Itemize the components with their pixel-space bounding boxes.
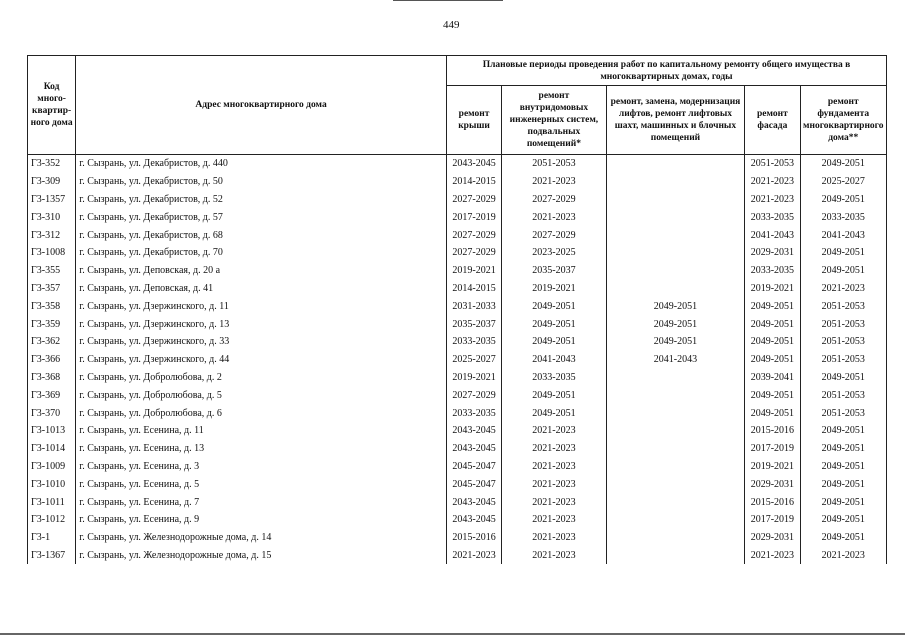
cell-engineering: 2021-2023 — [502, 422, 606, 440]
cell-engineering: 2023-2025 — [502, 244, 606, 262]
cell-roof: 2043-2045 — [446, 155, 501, 173]
cell-code: Г3-357 — [28, 280, 76, 298]
table-row — [28, 475, 887, 493]
cell-address: г. Сызрань, ул. Есенина, д. 5 — [76, 475, 447, 493]
cell-address: г. Сызрань, ул. Декабристов, д. 50 — [76, 173, 447, 191]
cell-code: Г3-1009 — [28, 458, 76, 476]
cell-engineering: 2051-2053 — [502, 155, 606, 173]
cell-address: г. Сызрань, ул. Деповская, д. 20 а — [76, 262, 447, 280]
cell-foundation: 2049-2051 — [800, 511, 886, 529]
cell-roof: 2019-2021 — [446, 369, 501, 387]
cell-address: г. Сызрань, ул. Железнодорожные дома, д. 14 — [76, 529, 447, 547]
table-row — [28, 458, 887, 476]
cell-roof: 2027-2029 — [446, 244, 501, 262]
cell-code: Г3-1 — [28, 529, 76, 547]
table-row — [28, 155, 887, 173]
cell-lifts — [606, 422, 745, 440]
cell-roof: 2025-2027 — [446, 351, 501, 369]
cell-engineering: 2035-2037 — [502, 262, 606, 280]
cell-foundation: 2049-2051 — [800, 440, 886, 458]
cell-address: г. Сызрань, ул. Декабристов, д. 68 — [76, 226, 447, 244]
cell-facade: 2029-2031 — [745, 529, 800, 547]
cell-lifts — [606, 280, 745, 298]
header-roof: ремонт крыши — [446, 86, 501, 155]
cell-address: г. Сызрань, ул. Есенина, д. 11 — [76, 422, 447, 440]
capital-repair-table — [27, 55, 887, 564]
cell-foundation: 2051-2053 — [800, 333, 886, 351]
cell-foundation: 2041-2043 — [800, 226, 886, 244]
cell-address: г. Сызрань, ул. Дзержинского, д. 44 — [76, 351, 447, 369]
cell-foundation: 2051-2053 — [800, 386, 886, 404]
cell-lifts — [606, 173, 745, 191]
cell-foundation: 2049-2051 — [800, 369, 886, 387]
cell-roof: 2015-2016 — [446, 529, 501, 547]
table-row — [28, 547, 887, 565]
header-lifts: ремонт, замена, модернизация лифтов, ремонт лифтовых шахт, машинных и блочных помещений — [606, 86, 745, 155]
cell-lifts: 2041-2043 — [606, 351, 745, 369]
page-number: 449 — [443, 19, 460, 31]
cell-facade: 2033-2035 — [745, 208, 800, 226]
table-row — [28, 333, 887, 351]
cell-facade: 2051-2053 — [745, 155, 800, 173]
cell-foundation: 2049-2051 — [800, 244, 886, 262]
cell-facade: 2049-2051 — [745, 404, 800, 422]
cell-address: г. Сызрань, ул. Есенина, д. 3 — [76, 458, 447, 476]
table-row — [28, 262, 887, 280]
table-body — [28, 155, 887, 565]
cell-facade: 2039-2041 — [745, 369, 800, 387]
cell-lifts — [606, 511, 745, 529]
cell-roof: 2043-2045 — [446, 422, 501, 440]
cell-lifts — [606, 440, 745, 458]
cell-address: г. Сызрань, ул. Дзержинского, д. 13 — [76, 315, 447, 333]
cell-engineering: 2049-2051 — [502, 404, 606, 422]
cell-roof: 2027-2029 — [446, 191, 501, 209]
cell-code: Г3-1010 — [28, 475, 76, 493]
cell-engineering: 2021-2023 — [502, 511, 606, 529]
cell-roof: 2027-2029 — [446, 226, 501, 244]
cell-lifts — [606, 208, 745, 226]
cell-facade: 2049-2051 — [745, 333, 800, 351]
cell-facade: 2049-2051 — [745, 297, 800, 315]
cell-address: г. Сызрань, ул. Есенина, д. 9 — [76, 511, 447, 529]
cell-engineering: 2041-2043 — [502, 351, 606, 369]
cell-code: Г3-310 — [28, 208, 76, 226]
cell-foundation: 2049-2051 — [800, 155, 886, 173]
cell-foundation: 2049-2051 — [800, 529, 886, 547]
cell-engineering: 2021-2023 — [502, 529, 606, 547]
cell-lifts — [606, 458, 745, 476]
cell-lifts — [606, 244, 745, 262]
cell-facade: 2017-2019 — [745, 440, 800, 458]
cell-lifts — [606, 191, 745, 209]
table-row — [28, 386, 887, 404]
cell-engineering: 2019-2021 — [502, 280, 606, 298]
cell-code: Г3-368 — [28, 369, 76, 387]
cell-roof: 2031-2033 — [446, 297, 501, 315]
cell-code: Г3-366 — [28, 351, 76, 369]
cell-code: Г3-1013 — [28, 422, 76, 440]
cell-facade: 2021-2023 — [745, 191, 800, 209]
table-row — [28, 511, 887, 529]
table-row — [28, 422, 887, 440]
table-row — [28, 208, 887, 226]
cell-facade: 2019-2021 — [745, 280, 800, 298]
cell-foundation: 2049-2051 — [800, 262, 886, 280]
cell-address: г. Сызрань, ул. Деповская, д. 41 — [76, 280, 447, 298]
cell-code: Г3-362 — [28, 333, 76, 351]
cell-code: Г3-358 — [28, 297, 76, 315]
cell-code: Г3-352 — [28, 155, 76, 173]
table-row — [28, 493, 887, 511]
cell-lifts — [606, 475, 745, 493]
header-code: Код много-квартир-ного дома — [28, 56, 76, 155]
cell-engineering: 2027-2029 — [502, 191, 606, 209]
cell-foundation: 2025-2027 — [800, 173, 886, 191]
cell-address: г. Сызрань, ул. Декабристов, д. 440 — [76, 155, 447, 173]
table-row — [28, 280, 887, 298]
cell-lifts — [606, 386, 745, 404]
cell-roof: 2043-2045 — [446, 440, 501, 458]
cell-facade: 2029-2031 — [745, 244, 800, 262]
table-row — [28, 529, 887, 547]
header-planned-periods: Плановые периоды проведения работ по капитальному ремонту общего имущества в многоквартирных домах, годы — [446, 56, 886, 86]
cell-roof: 2019-2021 — [446, 262, 501, 280]
cell-foundation: 2021-2023 — [800, 280, 886, 298]
header-engineering: ремонт внутридомовых инженерных систем, подвальных помещений* — [502, 86, 606, 155]
cell-roof: 2045-2047 — [446, 475, 501, 493]
cell-lifts — [606, 226, 745, 244]
cell-facade: 2017-2019 — [745, 511, 800, 529]
table-row — [28, 297, 887, 315]
cell-facade: 2049-2051 — [745, 315, 800, 333]
cell-engineering: 2027-2029 — [502, 226, 606, 244]
top-rule — [393, 0, 503, 1]
cell-code: Г3-1367 — [28, 547, 76, 565]
cell-engineering: 2021-2023 — [502, 547, 606, 565]
cell-engineering: 2021-2023 — [502, 475, 606, 493]
cell-address: г. Сызрань, ул. Железнодорожные дома, д. 15 — [76, 547, 447, 565]
cell-lifts: 2049-2051 — [606, 297, 745, 315]
cell-engineering: 2021-2023 — [502, 440, 606, 458]
cell-lifts — [606, 493, 745, 511]
cell-engineering: 2033-2035 — [502, 369, 606, 387]
cell-foundation: 2051-2053 — [800, 315, 886, 333]
cell-roof: 2017-2019 — [446, 208, 501, 226]
cell-code: Г3-309 — [28, 173, 76, 191]
cell-address: г. Сызрань, ул. Добролюбова, д. 5 — [76, 386, 447, 404]
cell-address: г. Сызрань, ул. Дзержинского, д. 11 — [76, 297, 447, 315]
cell-engineering: 2021-2023 — [502, 493, 606, 511]
cell-address: г. Сызрань, ул. Дзержинского, д. 33 — [76, 333, 447, 351]
cell-foundation: 2051-2053 — [800, 404, 886, 422]
cell-facade: 2015-2016 — [745, 422, 800, 440]
header-facade: ремонт фасада — [745, 86, 800, 155]
cell-lifts — [606, 262, 745, 280]
cell-facade: 2015-2016 — [745, 493, 800, 511]
cell-roof: 2043-2045 — [446, 511, 501, 529]
table-row — [28, 404, 887, 422]
cell-roof: 2043-2045 — [446, 493, 501, 511]
cell-code: Г3-1014 — [28, 440, 76, 458]
cell-engineering: 2049-2051 — [502, 386, 606, 404]
table-row — [28, 244, 887, 262]
cell-facade: 2021-2023 — [745, 547, 800, 565]
cell-engineering: 2049-2051 — [502, 333, 606, 351]
table-row — [28, 351, 887, 369]
cell-code: Г3-369 — [28, 386, 76, 404]
cell-code: Г3-1011 — [28, 493, 76, 511]
cell-code: Г3-1357 — [28, 191, 76, 209]
cell-address: г. Сызрань, ул. Есенина, д. 13 — [76, 440, 447, 458]
cell-facade: 2029-2031 — [745, 475, 800, 493]
cell-roof: 2035-2037 — [446, 315, 501, 333]
cell-foundation: 2049-2051 — [800, 191, 886, 209]
cell-lifts — [606, 369, 745, 387]
cell-lifts: 2049-2051 — [606, 315, 745, 333]
cell-code: Г3-312 — [28, 226, 76, 244]
cell-lifts — [606, 404, 745, 422]
cell-facade: 2033-2035 — [745, 262, 800, 280]
table-row — [28, 440, 887, 458]
cell-roof: 2033-2035 — [446, 333, 501, 351]
cell-engineering: 2049-2051 — [502, 297, 606, 315]
cell-code: Г3-359 — [28, 315, 76, 333]
cell-address: г. Сызрань, ул. Декабристов, д. 52 — [76, 191, 447, 209]
cell-address: г. Сызрань, ул. Декабристов, д. 70 — [76, 244, 447, 262]
table-row — [28, 226, 887, 244]
table-row — [28, 173, 887, 191]
cell-foundation: 2049-2051 — [800, 422, 886, 440]
cell-foundation: 2051-2053 — [800, 351, 886, 369]
cell-engineering: 2049-2051 — [502, 315, 606, 333]
cell-foundation: 2051-2053 — [800, 297, 886, 315]
cell-roof: 2014-2015 — [446, 173, 501, 191]
cell-lifts — [606, 547, 745, 565]
cell-address: г. Сызрань, ул. Добролюбова, д. 2 — [76, 369, 447, 387]
table-row — [28, 191, 887, 209]
table-row — [28, 315, 887, 333]
cell-lifts — [606, 529, 745, 547]
cell-facade: 2049-2051 — [745, 386, 800, 404]
cell-foundation: 2049-2051 — [800, 475, 886, 493]
cell-roof: 2014-2015 — [446, 280, 501, 298]
cell-roof: 2021-2023 — [446, 547, 501, 565]
cell-lifts — [606, 155, 745, 173]
cell-foundation: 2021-2023 — [800, 547, 886, 565]
cell-roof: 2033-2035 — [446, 404, 501, 422]
cell-lifts: 2049-2051 — [606, 333, 745, 351]
header-foundation: ремонт фундамента многоквартирного дома** — [800, 86, 886, 155]
cell-foundation: 2049-2051 — [800, 458, 886, 476]
cell-engineering: 2021-2023 — [502, 173, 606, 191]
table-header — [28, 56, 887, 155]
cell-address: г. Сызрань, ул. Добролюбова, д. 6 — [76, 404, 447, 422]
cell-roof: 2045-2047 — [446, 458, 501, 476]
cell-engineering: 2021-2023 — [502, 458, 606, 476]
cell-code: Г3-370 — [28, 404, 76, 422]
header-address: Адрес многоквартирного дома — [76, 56, 447, 155]
cell-facade: 2041-2043 — [745, 226, 800, 244]
cell-address: г. Сызрань, ул. Декабристов, д. 57 — [76, 208, 447, 226]
cell-roof: 2027-2029 — [446, 386, 501, 404]
cell-address: г. Сызрань, ул. Есенина, д. 7 — [76, 493, 447, 511]
cell-facade: 2049-2051 — [745, 351, 800, 369]
cell-code: Г3-1012 — [28, 511, 76, 529]
cell-code: Г3-1008 — [28, 244, 76, 262]
cell-foundation: 2033-2035 — [800, 208, 886, 226]
table-row — [28, 369, 887, 387]
cell-engineering: 2021-2023 — [502, 208, 606, 226]
cell-facade: 2021-2023 — [745, 173, 800, 191]
cell-foundation: 2049-2051 — [800, 493, 886, 511]
cell-facade: 2019-2021 — [745, 458, 800, 476]
cell-code: Г3-355 — [28, 262, 76, 280]
